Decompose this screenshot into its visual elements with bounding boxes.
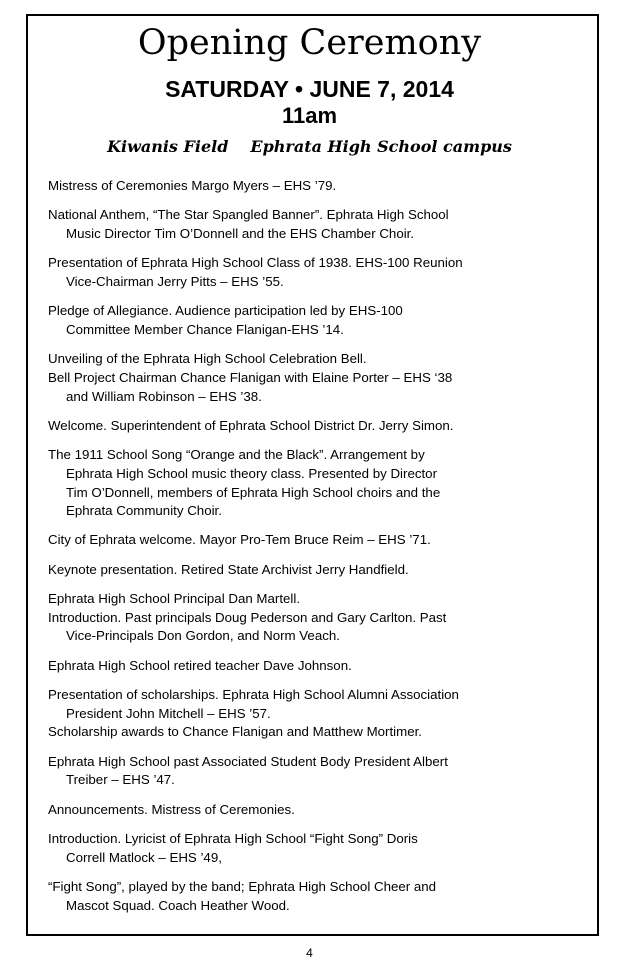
program-item (48, 801, 558, 820)
location-campus: Ephrata High School campus (250, 137, 512, 156)
program-item (48, 753, 558, 790)
program-item (48, 177, 558, 196)
program-item-line: “Fight Song”, played by the band; Ephrata High School Cheer and Mascot Squad. Coach Heather Wood. (48, 879, 437, 913)
program-item (48, 446, 558, 520)
event-date: SATURDAY • JUNE 7, 2014 (165, 76, 454, 102)
program-item (48, 350, 558, 406)
program-item-line: Welcome. Superintendent of Ephrata School District Dr. Jerry Simon. (48, 417, 454, 433)
program-item (48, 686, 558, 742)
program-item (48, 302, 558, 339)
program-item-line: Pledge of Allegiance. Audience participation led by EHS-100 Committee Member Chance Flanigan-EHS ’14. (48, 303, 403, 337)
program-item-line: Mistress of Ceremonies Margo Myers – EHS ’79. (48, 178, 337, 193)
program-item-line: Scholarship awards to Chance Flanigan and Matthew Mortimer. (48, 724, 422, 740)
program-item-line: Bell Project Chairman Chance Flanigan with Elaine Porter – EHS ‘38 and William Robinson – EHS ’38. (48, 369, 453, 404)
program-item-line: The 1911 School Song “Orange and the Black”. Arrangement by Ephrata High School music theory class. Presented by Director Tim O’Donnell, members of Ephrata High School choirs and the Ephrata Community Choir. (48, 447, 441, 519)
program-item-line: Keynote presentation. Retired State Archivist Jerry Handfield. (48, 561, 409, 577)
program-item (48, 206, 558, 243)
event-time: 11am (281, 103, 338, 128)
program-item-line: City of Ephrata welcome. Mayor Pro-Tem Bruce Reim – EHS ’71. (48, 532, 431, 548)
page-number: 4 (306, 946, 313, 960)
program-item (48, 657, 558, 676)
program-item-line: Presentation of Ephrata High School Class of 1938. EHS-100 Reunion Vice-Chairman Jerry Pitts – EHS ’55. (48, 255, 463, 289)
event-location (0, 136, 619, 158)
program-item-line: Introduction. Past principals Doug Pederson and Gary Carlton. Past Vice-Principals Don Gordon, and Norm Veach. (48, 609, 447, 644)
program-item (48, 531, 558, 550)
program-item-line: Ephrata High School past Associated Student Body President Albert Treiber – EHS ’47. (48, 753, 448, 788)
program-item (48, 561, 558, 580)
program-item (48, 830, 558, 867)
program-item (48, 590, 558, 646)
program-item-line: National Anthem, “The Star Spangled Banner”. Ephrata High School Music Director Tim O’Donnell and the EHS Chamber Choir. (48, 207, 449, 241)
program-list (48, 177, 558, 926)
page-title: Opening Ceremony (137, 23, 482, 63)
program-item (48, 417, 558, 436)
program-item-line: Introduction. Lyricist of Ephrata High School “Fight Song” Doris Correll Matlock – EHS ’49, (48, 831, 418, 865)
program-item-line: Unveiling of the Ephrata High School Celebration Bell. (48, 351, 367, 367)
program-item (48, 878, 558, 915)
location-venue: Kiwanis Field (107, 137, 229, 156)
program-item-line: Presentation of scholarships. Ephrata High School Alumni Association President John Mitchell – EHS ’57. (48, 687, 459, 721)
program-item-line: Ephrata High School retired teacher Dave Johnson. (48, 657, 352, 673)
program-item-line: Announcements. Mistress of Ceremonies. (48, 801, 295, 817)
program-item-line: Ephrata High School Principal Dan Martell. (48, 591, 301, 607)
program-item (48, 254, 558, 291)
